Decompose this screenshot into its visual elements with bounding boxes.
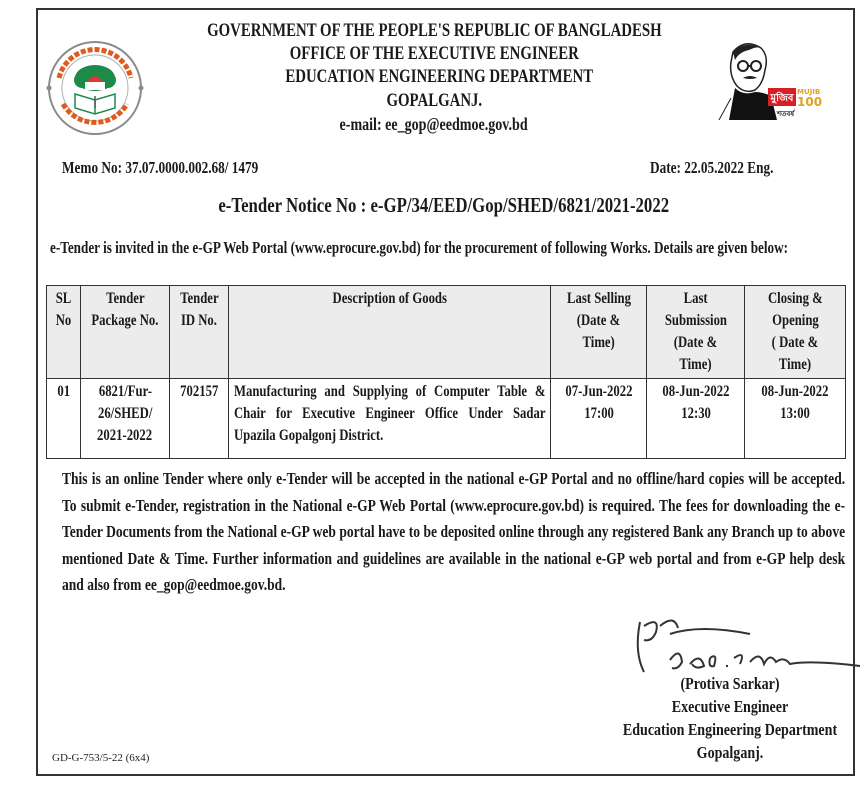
header-office: OFFICE OF THE EXECUTIVE ENGINEER bbox=[289, 43, 579, 64]
header-location: GOPALGANJ. bbox=[386, 90, 482, 111]
header-package: Tender Package No. bbox=[80, 286, 169, 379]
body-paragraph bbox=[62, 466, 845, 599]
header-email: e-mail: ee_gop@eedmoe.gov.bd bbox=[339, 114, 529, 134]
header-tender-id: Tender ID No. bbox=[169, 286, 228, 379]
paragraph-line: mentioned Date & Time. Further information and guidelines are available in the national e-GP web portal and from e-GP help desk bbox=[62, 548, 846, 568]
cell-description: Manufacturing and Supplying of Computer Table & Chair for Executive Engineer Office Under Sadar Upazila Gopalgonj District. bbox=[228, 379, 550, 459]
header-department: EDUCATION ENGINEERING DEPARTMENT bbox=[285, 66, 593, 87]
cell-last-selling: 07-Jun-2022 17:00 bbox=[551, 379, 647, 459]
header-last-submission: Last Submission (Date & Time) bbox=[647, 286, 745, 379]
table-row bbox=[47, 379, 846, 459]
svg-text:100: 100 bbox=[797, 95, 823, 109]
signer-department: Education Engineering Department bbox=[622, 720, 838, 739]
cell-tender-id: 702157 bbox=[169, 379, 228, 459]
table-header-row bbox=[47, 286, 846, 379]
header-government: GOVERNMENT OF THE PEOPLE'S REPUBLIC OF BANGLADESH bbox=[206, 20, 662, 41]
signer-place: Gopalganj. bbox=[696, 743, 764, 762]
tender-table bbox=[46, 285, 846, 459]
notice-title: e-Tender Notice No : e-GP/34/EED/Gop/SHED/6821/2021-2022 bbox=[218, 193, 670, 217]
signer-title: Executive Engineer bbox=[671, 697, 789, 716]
signer-block bbox=[600, 672, 860, 764]
paragraph-line: Tender Documents from the National e-GP web portal have to be deposited online through any registered Bank any Branch up to above bbox=[62, 522, 846, 542]
print-code: GD-G-753/5-22 (6x4) bbox=[52, 752, 150, 764]
paragraph-line: This is an online Tender where only e-Tender will be accepted in the national e-GP Portal and no offline/hard copies will be accepted. bbox=[62, 469, 846, 488]
cell-sl: 01 bbox=[47, 379, 81, 459]
svg-text:MUJIB: MUJIB bbox=[797, 88, 821, 96]
header-closing: Closing & Opening ( Date & Time) bbox=[745, 286, 846, 379]
header-last-selling: Last Selling (Date & Time) bbox=[551, 286, 647, 379]
svg-text:শতবর্ষ: শতবর্ষ bbox=[777, 110, 795, 118]
intro-text: e-Tender is invited in the e-GP Web Portal (www.eprocure.gov.bd) for the procurement of following Works. Details are given below: bbox=[50, 238, 789, 257]
svg-text:মুজিব: মুজিব bbox=[770, 93, 794, 104]
signer-name: (Protiva Sarkar) bbox=[680, 674, 780, 693]
paragraph-line: To submit e-Tender, registration in the National e-GP Web Portal (www.eprocure.gov.bd) is required. The fees for downloading the e- bbox=[62, 495, 846, 515]
header-description: Description of Goods bbox=[228, 286, 550, 379]
paragraph-line: and also from ee_gop@eedmoe.gov.bd. bbox=[62, 575, 286, 595]
header-sl: SL No bbox=[47, 286, 81, 379]
memo-date: Date: 22.05.2022 Eng. bbox=[650, 158, 774, 177]
cell-closing: 08-Jun-2022 13:00 bbox=[745, 379, 846, 459]
cell-last-submission: 08-Jun-2022 12:30 bbox=[647, 379, 745, 459]
cell-package: 6821/Fur- 26/SHED/ 2021-2022 bbox=[80, 379, 169, 459]
memo-number: Memo No: 37.07.0000.002.68/ 1479 bbox=[62, 158, 259, 177]
